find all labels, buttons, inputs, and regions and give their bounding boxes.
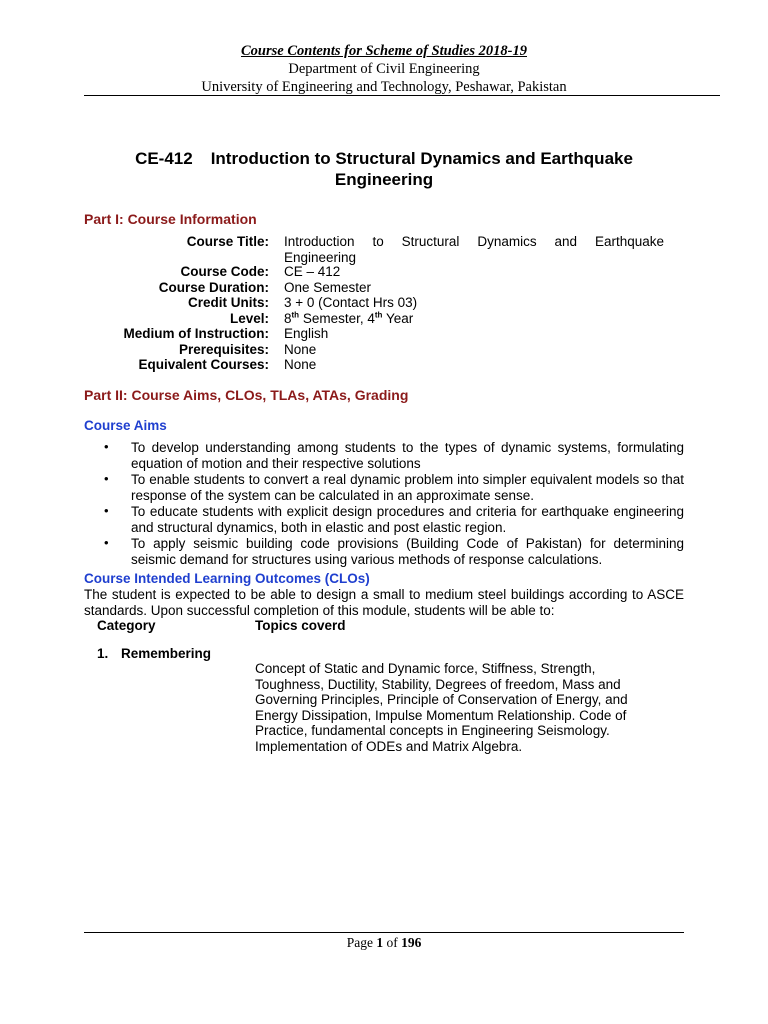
info-value: None xyxy=(284,341,317,357)
aim-text: To develop understanding among students to the types of dynamic systems, formulating equation of motion and their respective solutions xyxy=(131,440,684,471)
document-header xyxy=(0,42,768,96)
info-label: Course Title: xyxy=(186,234,269,249)
info-value: 3 + 0 (Contact Hrs 03) xyxy=(284,295,418,310)
bullet-icon: • xyxy=(104,439,109,454)
aim-text: To enable students to convert a real dynamic problem into simpler equivalent models so that response of the system can be calculated in an approximate sense. xyxy=(131,472,684,503)
year-suffix: th xyxy=(374,310,383,319)
clo-number: 1. xyxy=(97,646,109,661)
part1-heading: Part I: Course Information xyxy=(84,211,257,227)
current-page: 1 xyxy=(376,935,384,950)
course-title-line1: Introduction to Structural Dynamics and Earthquake xyxy=(210,149,633,168)
scheme-title: Course Contents for Scheme of Studies 2018-19 xyxy=(241,43,527,59)
info-label: Prerequisites: xyxy=(178,341,269,357)
info-label: Course Duration: xyxy=(158,279,269,295)
bullet-icon: • xyxy=(104,535,109,550)
part2-heading: Part II: Course Aims, CLOs, TLAs, ATAs, Grading xyxy=(84,387,409,403)
semester-text: Semester, xyxy=(299,310,368,326)
clos-heading: Course Intended Learning Outcomes (CLOs) xyxy=(84,571,370,586)
info-value: None xyxy=(284,357,317,372)
bullet-icon: • xyxy=(104,503,109,518)
clos-intro: The student is expected to be able to design a small to medium steel buildings according to ASCE standards. Upon successful completion of this module, students will be able to: xyxy=(84,587,684,618)
info-value: English xyxy=(284,326,329,341)
aim-text: To apply seismic building code provisions (Building Code of Pakistan) for determining seismic demand for structures using various methods of response calculations. xyxy=(131,536,684,567)
year-text: Year xyxy=(382,310,414,326)
info-label: Level: xyxy=(229,310,269,326)
category-column-header: Category xyxy=(97,618,156,633)
page-word: Page xyxy=(346,935,377,950)
course-aims-heading: Course Aims xyxy=(84,418,167,433)
clo-topics: Concept of Static and Dynamic force, Stiffness, Strength, Toughness, Ductility, Stability, Degrees of freedom, Mass and Governing Principles, Principle of Conservation of Energy, and Energy Dissipation, Impulse Momentum Relationship. Code of Practice, fundamental concepts in Engineering Seismology. Implementation of ODEs and Matrix Algebra. xyxy=(255,661,628,754)
university-name: University of Engineering and Technology, Peshawar, Pakistan xyxy=(201,79,567,95)
footer-divider xyxy=(84,932,684,933)
info-label: Credit Units: xyxy=(188,295,269,310)
course-title-line2: Engineering xyxy=(334,170,434,189)
of-word: of xyxy=(383,935,402,950)
course-title-heading xyxy=(84,148,684,190)
info-label: Course Code: xyxy=(180,264,269,279)
info-value xyxy=(284,311,664,327)
total-pages: 196 xyxy=(401,935,422,950)
clo-category: Remembering xyxy=(121,646,212,661)
department-name: Department of Civil Engineering xyxy=(288,61,480,77)
aim-text: To educate students with explicit design procedures and criteria for earthquake engineering and structural dynamics, both in elastic and post elastic region. xyxy=(131,504,684,535)
info-label: Equivalent Courses: xyxy=(138,357,269,372)
header-divider xyxy=(84,95,720,96)
info-value: Introduction to Structural Dynamics and Earthquake Engineering xyxy=(284,234,664,265)
page-number xyxy=(0,935,768,951)
semester-number: 8 xyxy=(284,310,292,326)
info-value: CE – 412 xyxy=(284,264,341,279)
course-code-heading: CE-412 xyxy=(135,149,193,168)
info-value: One Semester xyxy=(284,279,372,295)
topics-column-header: Topics coverd xyxy=(255,618,346,633)
info-label: Medium of Instruction: xyxy=(123,326,269,341)
semester-suffix: th xyxy=(291,310,300,319)
year-number: 4 xyxy=(367,310,375,326)
bullet-icon: • xyxy=(104,471,109,486)
